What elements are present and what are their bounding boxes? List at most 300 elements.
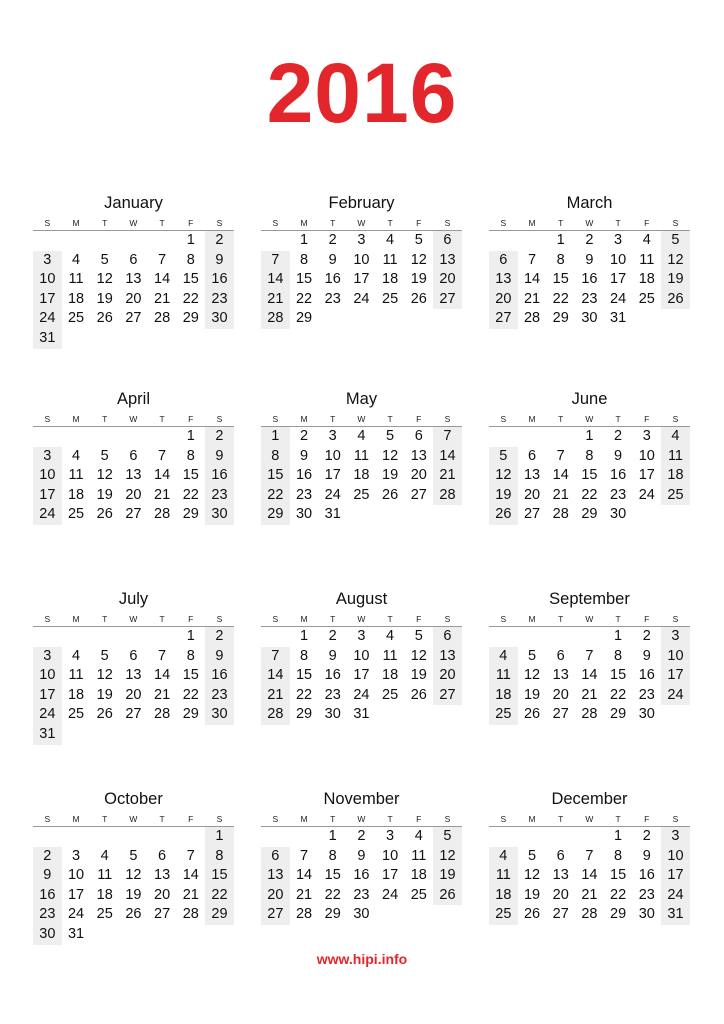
week-row <box>261 505 462 525</box>
day: 29 <box>295 706 313 723</box>
weekday-label: T <box>558 414 564 424</box>
day: 21 <box>523 290 541 307</box>
weekday-label: F <box>416 614 422 624</box>
day: 23 <box>581 290 598 307</box>
empty-cell <box>661 505 690 525</box>
day: 15 <box>581 467 598 484</box>
empty-cell <box>176 827 205 847</box>
weekend-day: 30 <box>205 309 234 329</box>
day: 18 <box>67 290 85 307</box>
empty-cell <box>62 827 91 847</box>
day: 9 <box>642 647 651 664</box>
weekend-day: 23 <box>205 486 234 506</box>
day: 1 <box>614 628 623 644</box>
weekend-day: 17 <box>33 486 62 506</box>
day: 1 <box>328 828 337 844</box>
weekday-label: M <box>300 814 308 824</box>
day: 8 <box>299 647 309 664</box>
day: 1 <box>186 428 195 444</box>
weekday-label: T <box>159 218 165 228</box>
day: 17 <box>610 271 627 288</box>
weekend-day: 19 <box>433 866 462 886</box>
day: 27 <box>552 906 569 923</box>
weekend-day: 20 <box>433 666 462 686</box>
empty-cell <box>148 627 177 647</box>
empty-cell <box>347 505 376 525</box>
day: 14 <box>581 667 598 684</box>
month-name: October <box>104 790 163 808</box>
month-september <box>489 588 690 725</box>
day: 11 <box>411 847 427 864</box>
weekend-day: 13 <box>261 866 290 886</box>
weekday-header <box>261 412 462 427</box>
weekday-label: S <box>672 218 679 228</box>
weekday-label: F <box>188 614 194 624</box>
day: 7 <box>158 251 167 268</box>
weekday-label: S <box>500 414 507 424</box>
weekend-day: 24 <box>661 686 690 706</box>
weekend-day: 17 <box>33 686 62 706</box>
weekend-day: 9 <box>205 251 234 271</box>
day: 12 <box>96 271 113 288</box>
day: 8 <box>614 847 623 864</box>
month-april <box>33 388 234 525</box>
empty-cell <box>148 925 177 945</box>
week-row <box>261 427 462 447</box>
day: 11 <box>639 251 655 268</box>
day: 5 <box>100 251 109 268</box>
weekday-label: S <box>500 218 507 228</box>
day: 19 <box>96 290 113 307</box>
day: 22 <box>295 686 313 703</box>
day: 29 <box>610 906 627 923</box>
weekday-label: M <box>300 218 308 228</box>
weekend-day: 9 <box>205 647 234 667</box>
week-row <box>33 905 234 925</box>
day: 24 <box>638 486 655 503</box>
weekday-label: F <box>644 414 650 424</box>
day: 23 <box>295 486 313 503</box>
month-name: November <box>323 790 400 808</box>
week-row <box>33 329 234 349</box>
day: 15 <box>610 867 627 884</box>
day: 28 <box>154 706 171 723</box>
day: 6 <box>414 428 423 444</box>
weekend-day: 4 <box>489 847 518 867</box>
day: 6 <box>129 647 138 664</box>
week-row <box>489 827 690 847</box>
weekday-header <box>33 216 234 231</box>
weekday-label: W <box>585 614 594 624</box>
weekday-label: W <box>357 414 366 424</box>
day: 19 <box>125 886 142 903</box>
week-row <box>489 231 690 251</box>
weekend-day: 10 <box>33 666 62 686</box>
day: 6 <box>158 847 167 864</box>
month-name: December <box>551 790 628 808</box>
day: 30 <box>295 506 313 523</box>
day: 9 <box>328 647 337 664</box>
day: 5 <box>527 847 537 864</box>
day: 18 <box>638 271 655 288</box>
weekday-label: T <box>615 218 621 228</box>
weekday-label: W <box>585 414 594 424</box>
day: 10 <box>610 251 627 268</box>
month-name: February <box>328 194 395 212</box>
month-name: September <box>549 590 630 608</box>
day: 23 <box>610 486 627 503</box>
day: 23 <box>353 886 370 903</box>
week-row <box>33 866 234 886</box>
day: 30 <box>610 506 627 523</box>
weekday-label: T <box>330 814 336 824</box>
day: 11 <box>68 271 84 288</box>
empty-cell <box>119 925 148 945</box>
day: 26 <box>96 310 113 327</box>
day: 14 <box>581 867 598 884</box>
day: 22 <box>182 486 199 503</box>
week-row <box>489 886 690 906</box>
day: 14 <box>154 271 171 288</box>
weekday-header <box>33 612 234 627</box>
empty-cell <box>205 725 234 745</box>
day: 16 <box>638 867 655 884</box>
day: 17 <box>382 867 399 884</box>
day: 29 <box>552 310 569 327</box>
weekday-label: S <box>272 414 279 424</box>
day: 1 <box>299 628 309 644</box>
weekend-day: 20 <box>489 290 518 310</box>
day: 22 <box>295 290 313 307</box>
empty-cell <box>176 925 205 945</box>
day: 26 <box>96 506 113 523</box>
day: 14 <box>154 467 171 484</box>
month-february <box>261 192 462 329</box>
weekday-label: M <box>300 614 308 624</box>
day: 26 <box>96 706 113 723</box>
day: 22 <box>182 686 199 703</box>
day: 30 <box>638 706 655 723</box>
empty-cell <box>489 427 518 447</box>
weekend-day: 30 <box>205 505 234 525</box>
weekend-day: 24 <box>33 705 62 725</box>
weekend-day: 1 <box>261 427 290 447</box>
weekend-day: 16 <box>205 466 234 486</box>
empty-cell <box>575 627 604 647</box>
weekend-day: 12 <box>661 251 690 271</box>
week-row <box>261 290 462 310</box>
empty-cell <box>119 827 148 847</box>
day: 15 <box>324 867 341 884</box>
weekday-label: T <box>387 814 393 824</box>
empty-cell <box>261 827 290 847</box>
day: 15 <box>182 467 199 484</box>
day: 5 <box>386 428 395 444</box>
empty-cell <box>261 627 290 647</box>
weekend-day: 19 <box>489 486 518 506</box>
day: 7 <box>585 647 594 664</box>
month-name: July <box>118 590 149 608</box>
weekday-label: S <box>216 814 223 824</box>
month-name: June <box>571 390 608 408</box>
day: 4 <box>71 447 81 464</box>
weekday-label: S <box>44 218 51 228</box>
week-row <box>261 251 462 271</box>
day: 10 <box>353 251 370 268</box>
empty-cell <box>33 827 62 847</box>
empty-cell <box>632 309 661 329</box>
week-row <box>261 447 462 467</box>
week-row <box>33 486 234 506</box>
weekend-day: 24 <box>661 886 690 906</box>
weekday-label: T <box>387 614 393 624</box>
weekend-day: 31 <box>661 905 690 925</box>
weekday-label: W <box>129 614 138 624</box>
day: 8 <box>299 251 309 268</box>
day: 22 <box>581 486 598 503</box>
weekday-label: F <box>644 218 650 228</box>
day: 22 <box>182 290 199 307</box>
day: 25 <box>353 486 370 503</box>
weekend-day: 11 <box>489 866 518 886</box>
day: 14 <box>295 867 313 884</box>
month-november <box>261 788 462 925</box>
day: 16 <box>295 467 313 484</box>
day: 1 <box>186 628 195 644</box>
day: 9 <box>585 251 594 268</box>
weekday-label: W <box>129 218 138 228</box>
day: 31 <box>353 706 370 723</box>
empty-cell <box>62 329 91 349</box>
day: 30 <box>353 906 370 923</box>
day: 18 <box>382 667 399 684</box>
empty-cell <box>632 505 661 525</box>
day: 18 <box>96 886 113 903</box>
week-row <box>33 705 234 725</box>
weekend-day: 14 <box>433 447 462 467</box>
day: 24 <box>67 906 85 923</box>
day: 4 <box>71 251 81 268</box>
day: 29 <box>182 310 199 327</box>
weekend-day: 16 <box>205 666 234 686</box>
week-row <box>489 427 690 447</box>
empty-cell <box>90 627 119 647</box>
day: 16 <box>324 667 341 684</box>
day: 7 <box>585 847 594 864</box>
weekend-day: 28 <box>433 486 462 506</box>
weekend-day: 21 <box>261 686 290 706</box>
day: 24 <box>324 486 341 503</box>
empty-cell <box>90 231 119 251</box>
week-row <box>261 309 462 329</box>
weekday-header <box>489 216 690 231</box>
weekday-label: S <box>272 814 279 824</box>
day: 20 <box>552 686 569 703</box>
weekend-day: 25 <box>489 705 518 725</box>
week-row <box>33 270 234 290</box>
empty-cell <box>404 309 433 329</box>
day: 21 <box>182 886 199 903</box>
weekend-day: 22 <box>261 486 290 506</box>
weekend-day: 11 <box>489 666 518 686</box>
day: 7 <box>299 847 309 864</box>
empty-cell <box>518 427 547 447</box>
weekday-label: M <box>528 218 536 228</box>
weekend-day: 29 <box>205 905 234 925</box>
day: 1 <box>585 428 594 444</box>
empty-cell <box>148 231 177 251</box>
day: 29 <box>295 310 313 327</box>
empty-cell <box>575 827 604 847</box>
day: 11 <box>353 447 369 464</box>
empty-cell <box>489 827 518 847</box>
month-name: May <box>345 390 378 408</box>
weekend-day: 23 <box>205 290 234 310</box>
day: 12 <box>382 447 399 464</box>
day: 6 <box>527 447 537 464</box>
weekday-label: S <box>444 414 451 424</box>
weekday-label: T <box>159 814 165 824</box>
weekday-label: T <box>159 414 165 424</box>
month-june <box>489 388 690 525</box>
day: 15 <box>182 271 199 288</box>
weekday-label: S <box>272 218 279 228</box>
day: 8 <box>328 847 337 864</box>
weekday-label: T <box>102 814 108 824</box>
weekend-day: 4 <box>661 427 690 447</box>
day: 6 <box>556 847 565 864</box>
weekend-day: 24 <box>33 505 62 525</box>
day: 31 <box>67 925 85 942</box>
empty-cell <box>148 427 177 447</box>
week-row <box>261 847 462 867</box>
day: 27 <box>125 506 142 523</box>
day: 26 <box>382 486 399 503</box>
weekday-header <box>261 812 462 827</box>
empty-cell <box>518 231 547 251</box>
week-row <box>489 627 690 647</box>
weekend-day: 2 <box>33 847 62 867</box>
week-row <box>489 647 690 667</box>
day: 9 <box>328 251 337 268</box>
week-row <box>261 686 462 706</box>
day: 6 <box>556 647 565 664</box>
day: 13 <box>125 667 142 684</box>
website-link[interactable]: www.hipi.info <box>316 951 408 967</box>
day: 30 <box>324 706 341 723</box>
day: 29 <box>324 906 341 923</box>
day: 25 <box>382 686 399 703</box>
weekend-day: 13 <box>433 251 462 271</box>
week-row <box>489 270 690 290</box>
day: 22 <box>610 686 627 703</box>
day: 9 <box>642 847 651 864</box>
day: 19 <box>96 686 113 703</box>
empty-cell <box>376 905 405 925</box>
weekend-day: 6 <box>261 847 290 867</box>
day: 5 <box>100 447 109 464</box>
day: 19 <box>410 271 427 288</box>
day: 15 <box>182 667 199 684</box>
day: 23 <box>638 886 655 903</box>
day: 11 <box>68 667 84 684</box>
week-row <box>261 866 462 886</box>
week-row <box>489 486 690 506</box>
weekend-day: 3 <box>33 647 62 667</box>
weekday-label: T <box>330 614 336 624</box>
day: 17 <box>353 271 370 288</box>
day: 28 <box>154 310 171 327</box>
week-row <box>489 290 690 310</box>
weekday-label: S <box>216 614 223 624</box>
weekend-day: 18 <box>661 466 690 486</box>
weekend-day: 12 <box>433 847 462 867</box>
empty-cell <box>433 309 462 329</box>
empty-cell <box>205 925 234 945</box>
day: 9 <box>357 847 366 864</box>
weekend-day: 12 <box>489 466 518 486</box>
weekday-label: S <box>500 814 507 824</box>
weekday-label: T <box>102 614 108 624</box>
day: 21 <box>552 486 569 503</box>
day: 25 <box>96 906 113 923</box>
week-row <box>261 827 462 847</box>
day: 2 <box>328 628 337 644</box>
weekday-label: T <box>615 614 621 624</box>
day: 12 <box>523 867 541 884</box>
day: 28 <box>552 506 569 523</box>
day: 20 <box>154 886 171 903</box>
weekend-day: 5 <box>489 447 518 467</box>
month-name: January <box>104 194 163 212</box>
day: 24 <box>353 686 370 703</box>
weekend-day: 9 <box>205 447 234 467</box>
week-row <box>33 686 234 706</box>
day: 28 <box>154 506 171 523</box>
week-row <box>261 705 462 725</box>
weekend-day: 21 <box>433 466 462 486</box>
weekend-day: 19 <box>661 270 690 290</box>
weekend-day: 25 <box>489 905 518 925</box>
weekday-label: W <box>357 814 366 824</box>
day: 15 <box>295 667 313 684</box>
weekday-label: T <box>102 218 108 228</box>
week-row <box>489 447 690 467</box>
day: 20 <box>523 486 541 503</box>
day: 2 <box>328 232 337 248</box>
weekend-day: 17 <box>33 290 62 310</box>
empty-cell <box>489 231 518 251</box>
day: 21 <box>154 290 171 307</box>
day: 2 <box>299 428 309 444</box>
weekday-label: T <box>387 414 393 424</box>
week-row <box>261 886 462 906</box>
empty-cell <box>62 427 91 447</box>
day: 18 <box>382 271 399 288</box>
weekday-label: M <box>72 814 80 824</box>
weekday-label: M <box>528 614 536 624</box>
weekend-day: 15 <box>205 866 234 886</box>
weekend-day: 26 <box>489 505 518 525</box>
empty-cell <box>261 231 290 251</box>
weekend-day: 3 <box>33 251 62 271</box>
week-row <box>261 466 462 486</box>
weekend-day: 7 <box>433 427 462 447</box>
weekday-label: S <box>44 814 51 824</box>
weekday-label: W <box>129 814 138 824</box>
empty-cell <box>661 309 690 329</box>
week-row <box>33 251 234 271</box>
